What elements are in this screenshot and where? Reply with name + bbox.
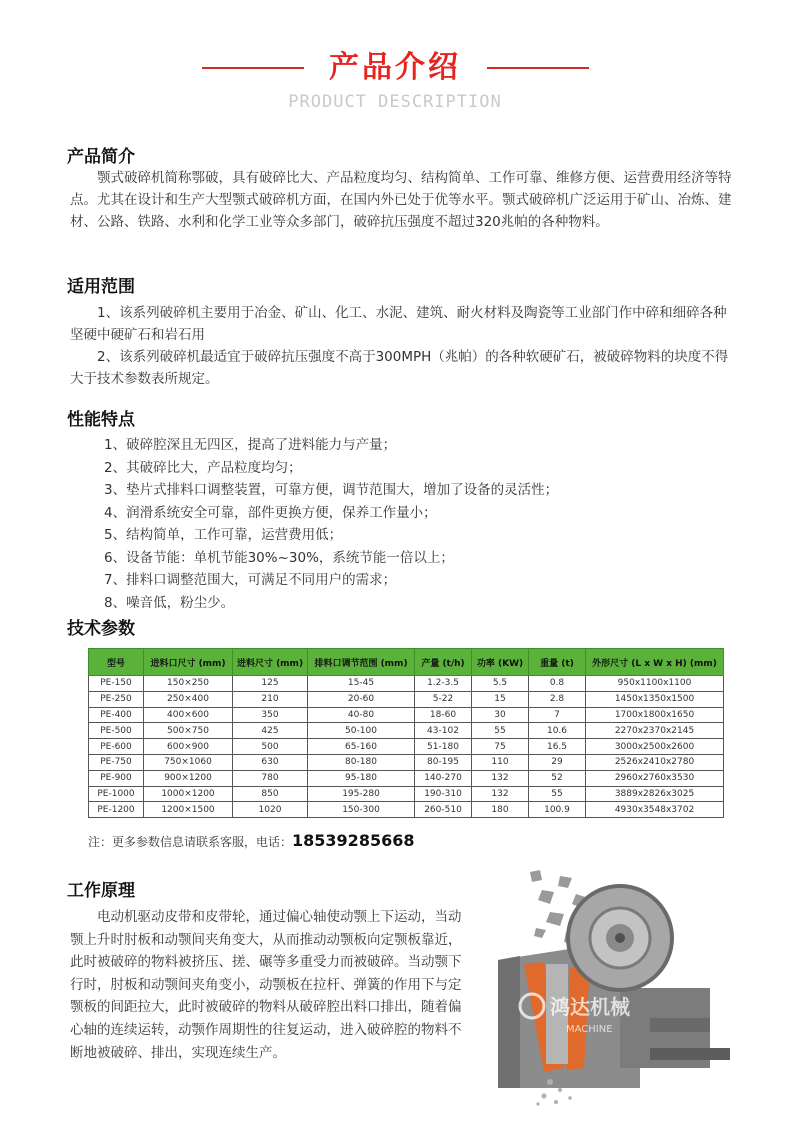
cell-feed-opening: 250×400	[144, 691, 233, 707]
cell-model: PE-1000	[89, 786, 144, 802]
cell-weight: 29	[529, 754, 586, 770]
cell-capacity: 190-310	[415, 786, 472, 802]
cell-weight: 55	[529, 786, 586, 802]
page-subtitle: PRODUCT DESCRIPTION	[288, 92, 502, 112]
cell-weight: 2.8	[529, 691, 586, 707]
cell-power: 110	[472, 754, 529, 770]
cell-power: 5.5	[472, 676, 529, 692]
feature-item: 8、噪音低，粉尘少。	[104, 594, 235, 611]
col-header-power: 功率 (KW)	[472, 649, 529, 676]
scope-item: 2、该系列破碎机最适宜于破碎抗压强度不高于300MPH（兆帕）的各种软硬矿石，被破碎物料的块度不得大于技术参数表所规定。	[70, 349, 729, 387]
cell-power: 30	[472, 707, 529, 723]
table-row	[89, 802, 724, 818]
contact-note	[88, 831, 414, 850]
table-row	[89, 770, 724, 786]
cell-feed-size: 125	[233, 676, 308, 692]
cell-model: PE-400	[89, 707, 144, 723]
jaw-crusher-illustration	[480, 868, 755, 1108]
cell-model: PE-750	[89, 754, 144, 770]
cell-dimensions: 950x1100x1100	[586, 676, 724, 692]
title-divider-right	[487, 67, 589, 69]
col-header-capacity: 产量 (t/h)	[415, 649, 472, 676]
cell-model: PE-500	[89, 723, 144, 739]
cell-weight: 10.6	[529, 723, 586, 739]
feature-item: 2、其破碎比大，产品粒度均匀；	[104, 459, 302, 476]
cell-feed-opening: 1000×1200	[144, 786, 233, 802]
cell-dimensions: 2960x2760x3530	[586, 770, 724, 786]
cell-model: PE-600	[89, 739, 144, 755]
cell-discharge-range: 195-280	[308, 786, 415, 802]
cell-capacity: 43-102	[415, 723, 472, 739]
cell-feed-size: 425	[233, 723, 308, 739]
cell-discharge-range: 15-45	[308, 676, 415, 692]
table-row	[89, 786, 724, 802]
cell-feed-size: 850	[233, 786, 308, 802]
cell-discharge-range: 40-80	[308, 707, 415, 723]
page-title: 产品介绍	[329, 50, 461, 85]
cell-capacity: 51-180	[415, 739, 472, 755]
scope-list	[70, 302, 738, 390]
cell-dimensions: 4930x3548x3702	[586, 802, 724, 818]
cell-feed-opening: 600×900	[144, 739, 233, 755]
principle-heading: 工作原理	[67, 881, 135, 901]
feature-item: 4、润滑系统安全可靠，部件更换方便，保养工作量小；	[104, 504, 437, 521]
cell-feed-size: 630	[233, 754, 308, 770]
cell-feed-size: 1020	[233, 802, 308, 818]
cell-weight: 0.8	[529, 676, 586, 692]
spec-header-row	[89, 649, 724, 676]
cell-weight: 7	[529, 707, 586, 723]
table-row	[89, 707, 724, 723]
cell-feed-size: 500	[233, 739, 308, 755]
cell-feed-opening: 900×1200	[144, 770, 233, 786]
scope-heading: 适用范围	[67, 277, 135, 297]
col-header-dimensions: 外形尺寸 (L x W x H) (mm)	[586, 649, 724, 676]
cell-feed-size: 780	[233, 770, 308, 786]
cell-dimensions: 3000x2500x2600	[586, 739, 724, 755]
cell-feed-size: 210	[233, 691, 308, 707]
cell-feed-opening: 1200×1500	[144, 802, 233, 818]
cell-power: 15	[472, 691, 529, 707]
watermark-subtext: MACHINE	[566, 1024, 613, 1035]
col-header-discharge-range: 排料口调节范围 (mm)	[308, 649, 415, 676]
cell-dimensions: 2526x2410x2780	[586, 754, 724, 770]
cell-dimensions: 3889x2826x3025	[586, 786, 724, 802]
cell-feed-opening: 400×600	[144, 707, 233, 723]
feature-item: 3、垫片式排料口调整装置，可靠方便，调节范围大，增加了设备的灵活性；	[104, 482, 559, 498]
cell-dimensions: 1450x1350x1500	[586, 691, 724, 707]
cell-capacity: 260-510	[415, 802, 472, 818]
principle-text: 电动机驱动皮带和皮带轮，通过偏心轴使动颚上下运动，当动颚上升时肘板和动颚间夹角变大，从而推动动颚板向定颚板靠近，此时被破碎的物料被挤压、搓、碾等多重受力而被破碎。当动颚下行时，肘板和动颚间夹角变小，动颚板在拉杆、弹簧的作用下与定颚板的间距拉大，此时被破碎的物料从破碎腔出料口排出，随着偏心轴的连续运转，动颚作周期性的往复运动，进入破碎腔的物料不断地被破碎、排出，实现连续生产。	[70, 909, 462, 1061]
cell-dimensions: 2270x2370x2145	[586, 723, 724, 739]
cell-power: 132	[472, 786, 529, 802]
spec-table	[88, 648, 724, 818]
feature-item: 6、设备节能：单机节能30%~30%，系统节能一倍以上；	[104, 549, 454, 566]
cell-dimensions: 1700x1800x1650	[586, 707, 724, 723]
intro-heading: 产品简介	[67, 147, 135, 167]
scope-item: 1、该系列破碎机主要用于冶金、矿山、化工、水泥、建筑、耐火材料及陶瓷等工业部门作中碎和细碎各种坚硬中硬矿石和岩石用	[70, 305, 727, 343]
cell-discharge-range: 150-300	[308, 802, 415, 818]
cell-model: PE-250	[89, 691, 144, 707]
cell-capacity: 140-270	[415, 770, 472, 786]
cell-feed-opening: 500×750	[144, 723, 233, 739]
cell-discharge-range: 20-60	[308, 691, 415, 707]
cell-feed-opening: 150×250	[144, 676, 233, 692]
cell-power: 55	[472, 723, 529, 739]
cell-power: 75	[472, 739, 529, 755]
cell-discharge-range: 50-100	[308, 723, 415, 739]
cell-discharge-range: 80-180	[308, 754, 415, 770]
phone-number: 18539285668	[292, 831, 415, 850]
col-header-weight: 重量 (t)	[529, 649, 586, 676]
table-row	[89, 723, 724, 739]
col-header-model: 型号	[89, 649, 144, 676]
cell-model: PE-150	[89, 676, 144, 692]
table-row	[89, 676, 724, 692]
cell-capacity: 80-195	[415, 754, 472, 770]
features-list	[104, 434, 744, 614]
table-row	[89, 739, 724, 755]
table-row	[89, 691, 724, 707]
col-header-feed-opening: 进料口尺寸 (mm)	[144, 649, 233, 676]
cell-weight: 52	[529, 770, 586, 786]
cell-model: PE-900	[89, 770, 144, 786]
feature-item: 7、排料口调整范围大，可满足不同用户的需求；	[104, 572, 397, 588]
cell-model: PE-1200	[89, 802, 144, 818]
cell-discharge-range: 65-160	[308, 739, 415, 755]
cell-weight: 16.5	[529, 739, 586, 755]
cell-feed-size: 350	[233, 707, 308, 723]
cell-discharge-range: 95-180	[308, 770, 415, 786]
cell-capacity: 1.2-3.5	[415, 676, 472, 692]
cell-power: 180	[472, 802, 529, 818]
cell-power: 132	[472, 770, 529, 786]
table-row	[89, 754, 724, 770]
note-text: 注：更多参数信息请联系客服，电话：	[88, 835, 293, 849]
features-heading: 性能特点	[67, 410, 135, 430]
cell-weight: 100.9	[529, 802, 586, 818]
feature-item: 5、结构简单，工作可靠，运营费用低；	[104, 527, 343, 543]
col-header-feed-size: 进料尺寸 (mm)	[233, 649, 308, 676]
cell-feed-opening: 750×1060	[144, 754, 233, 770]
intro-text: 颚式破碎机简称鄂破，具有破碎比大、产品粒度均匀、结构简单、工作可靠、维修方便、运营费用经济等特点。尤其在设计和生产大型颚式破碎机方面，在国内外已处于优等水平。颚式破碎机广泛运用于矿山、冶炼、建材、公路、铁路、水利和化学工业等众多部门，破碎抗压强度不超过320兆帕的各种物料。	[70, 170, 732, 230]
cell-capacity: 5-22	[415, 691, 472, 707]
page-header	[0, 48, 790, 88]
feature-item: 1、破碎腔深且无四区，提高了进料能力与产量；	[104, 437, 397, 453]
specs-heading: 技术参数	[67, 619, 135, 639]
cell-capacity: 18-60	[415, 707, 472, 723]
watermark-text: 鸿达机械	[550, 995, 630, 1019]
